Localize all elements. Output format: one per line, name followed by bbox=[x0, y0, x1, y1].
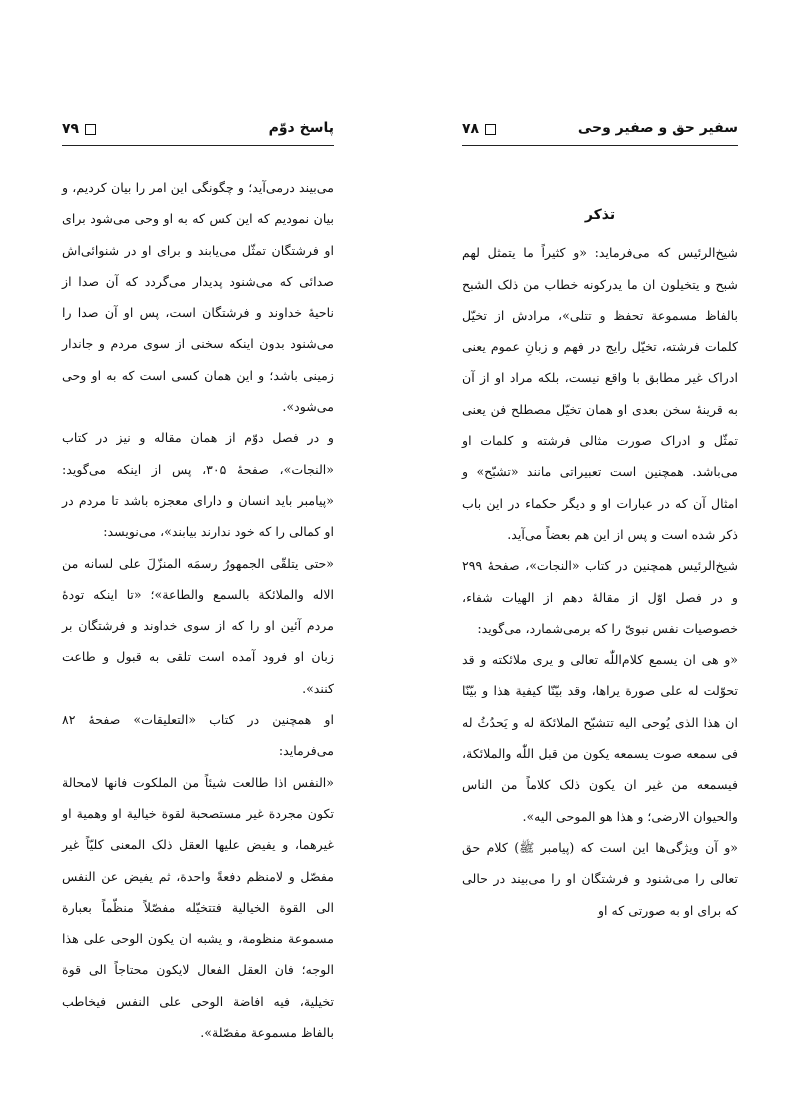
right-header-rule bbox=[462, 145, 738, 146]
left-running-title: پاسخ دوّم bbox=[268, 120, 334, 136]
left-page-number-box bbox=[62, 121, 96, 137]
left-paragraph-2: و در فصل دوّم از همان مقاله و نیز در کتاب «النجات»، صفحۀ ۳۰۵، پس از اینکه می‌گوید: «پیامبر باید انسان و دارای معجزه باشد تا مردم در او کمالی را که خود ندارند بیابند»، می‌نویسد: bbox=[62, 430, 334, 540]
right-paragraph-2: شیخ‌الرئیس همچنین در کتاب «النجات»، صفحۀ ۲۹۹ و در فصل اوّل از مقالۀ دهم از الهیات شفاء، خصوصیات نفس نبویّ را که برمی‌شمارد، می‌گوید: bbox=[462, 558, 738, 636]
left-paragraph-3: «حتی یتلقّی الجمهورُ رسمَه المنزّلَ علی لسانه من الاله والملائکة بالسمع والطاعة»؛ «تا اینکه تودۀ مردم آئین او را که از سوی خداوند و فرشتگان بر زبان او فرود آمده است تلقی به قبول و طاعت کنند». bbox=[62, 555, 334, 696]
left-paragraph-4: او همچنین در کتاب «التعلیقات» صفحۀ ۸۲ می‌فرماید: bbox=[62, 712, 334, 759]
left-header-rule bbox=[62, 145, 334, 146]
right-running-title: سفیر حق و صفیر وحی bbox=[577, 120, 738, 136]
right-page-body bbox=[462, 200, 738, 926]
left-page-number: ۷۹ bbox=[62, 121, 80, 137]
section-heading: تذکر bbox=[584, 207, 616, 223]
right-page-number-box bbox=[462, 121, 496, 137]
right-paragraph-3: «و هی ان یسمع کلام‌اللّٰه تعالی و یری ملائکته و قد تحوّلت له علی صورة یراها، وقد بیّنّا کیفیة هذا و بیّنّا ان هذا الذی یُوحی الیه تتشبّح الملائکة له و یَحدُثُ له فی سمعه صوت یسمعه یکون من قبل اللّٰه والملائکة، فیسمعه من غیر ان یکون ذلک کلاماً من الناس والحیوان الارضی؛ و هذا هو الموحی الیه». bbox=[462, 652, 738, 824]
square-ornament-icon bbox=[485, 124, 496, 135]
right-page-number: ۷۸ bbox=[462, 121, 480, 137]
left-page-header bbox=[62, 120, 334, 142]
left-page-body bbox=[62, 172, 334, 1048]
right-page-header bbox=[462, 120, 738, 142]
left-paragraph-1: می‌بیند درمی‌آید؛ و چگونگی این امر را بیان کردیم، و بیان نمودیم که این کس که به او وحی می‌شود برای او فرشتگان تمثّل می‌یابند و برای او در شنوائی‌اش صدائی که می‌شنود پدیدار می‌گردد که آن صدا از ناحیۀ خداوند و فرشتگان است، پس او آن صدا را می‌شنود بدون اینکه سخنی از سوی مردم و جاندار زمینی باشد؛ و این همان کسی است که به او وحی می‌شود». bbox=[62, 180, 334, 415]
left-paragraph-5: «النفس اذا طالعت شیئاً من الملکوت فانها لامحالة تکون مجردة غیر مستصحبة لقوة خیالیة او وهمیة او غیرهما، و یفیض علیها العقل ذلک المعنی کلیّاً غیر مفصّل و لامنظم دفعةً واحدة، ثم یفیض عن النفس الی القوة الخیالیة فتتخیّله مفصّلاً منظّماً بعبارة مسموعة منظومة، و یشبه ان یکون الوحی علی هذا الوجه؛ فان العقل الفعال لایکون محتاجاً الی قوة تخیلیة، فیه افاضة الوحی علی النفس فیخاطب بالفاظ مسموعة مفصّلة». bbox=[62, 774, 334, 1041]
right-paragraph-1: شیخ‌الرئیس که می‌فرماید: «و کثیراً ما یتمثل لهم شبح و یتخیلون ان ما یدرکونه خطاب من ذلک الشبح بالفاظ مسموعة تحفظ و تتلی»، مرادش از تخیّل کلمات فرشته، تخیّل رایج در فهم و زبانِ عموم یعنی ادراک غیر مطابق با واقع نیست، بلکه مراد او از آن به قرینۀ سخن بعدی او همان تخیّل مصطلح فن یعنی تمثّل و ادراک صورت مثالی فرشته و کلمات او می‌باشد. همچنین است تعبیراتی مانند «تشبّح» و امثال آن که در عبارات او و دیگر حکماء در این باب ذکر شده است و پس از این هم بعضاً می‌آید. bbox=[462, 245, 738, 542]
square-ornament-icon bbox=[85, 124, 96, 135]
right-page bbox=[400, 0, 800, 1100]
right-paragraph-4: «و آن ویژگی‌ها این است که (پیامبر ﷺ) کلام حق تعالی را می‌شنود و فرشتگان او را می‌بیند در حالی که برای او به صورتی که او bbox=[462, 839, 738, 918]
